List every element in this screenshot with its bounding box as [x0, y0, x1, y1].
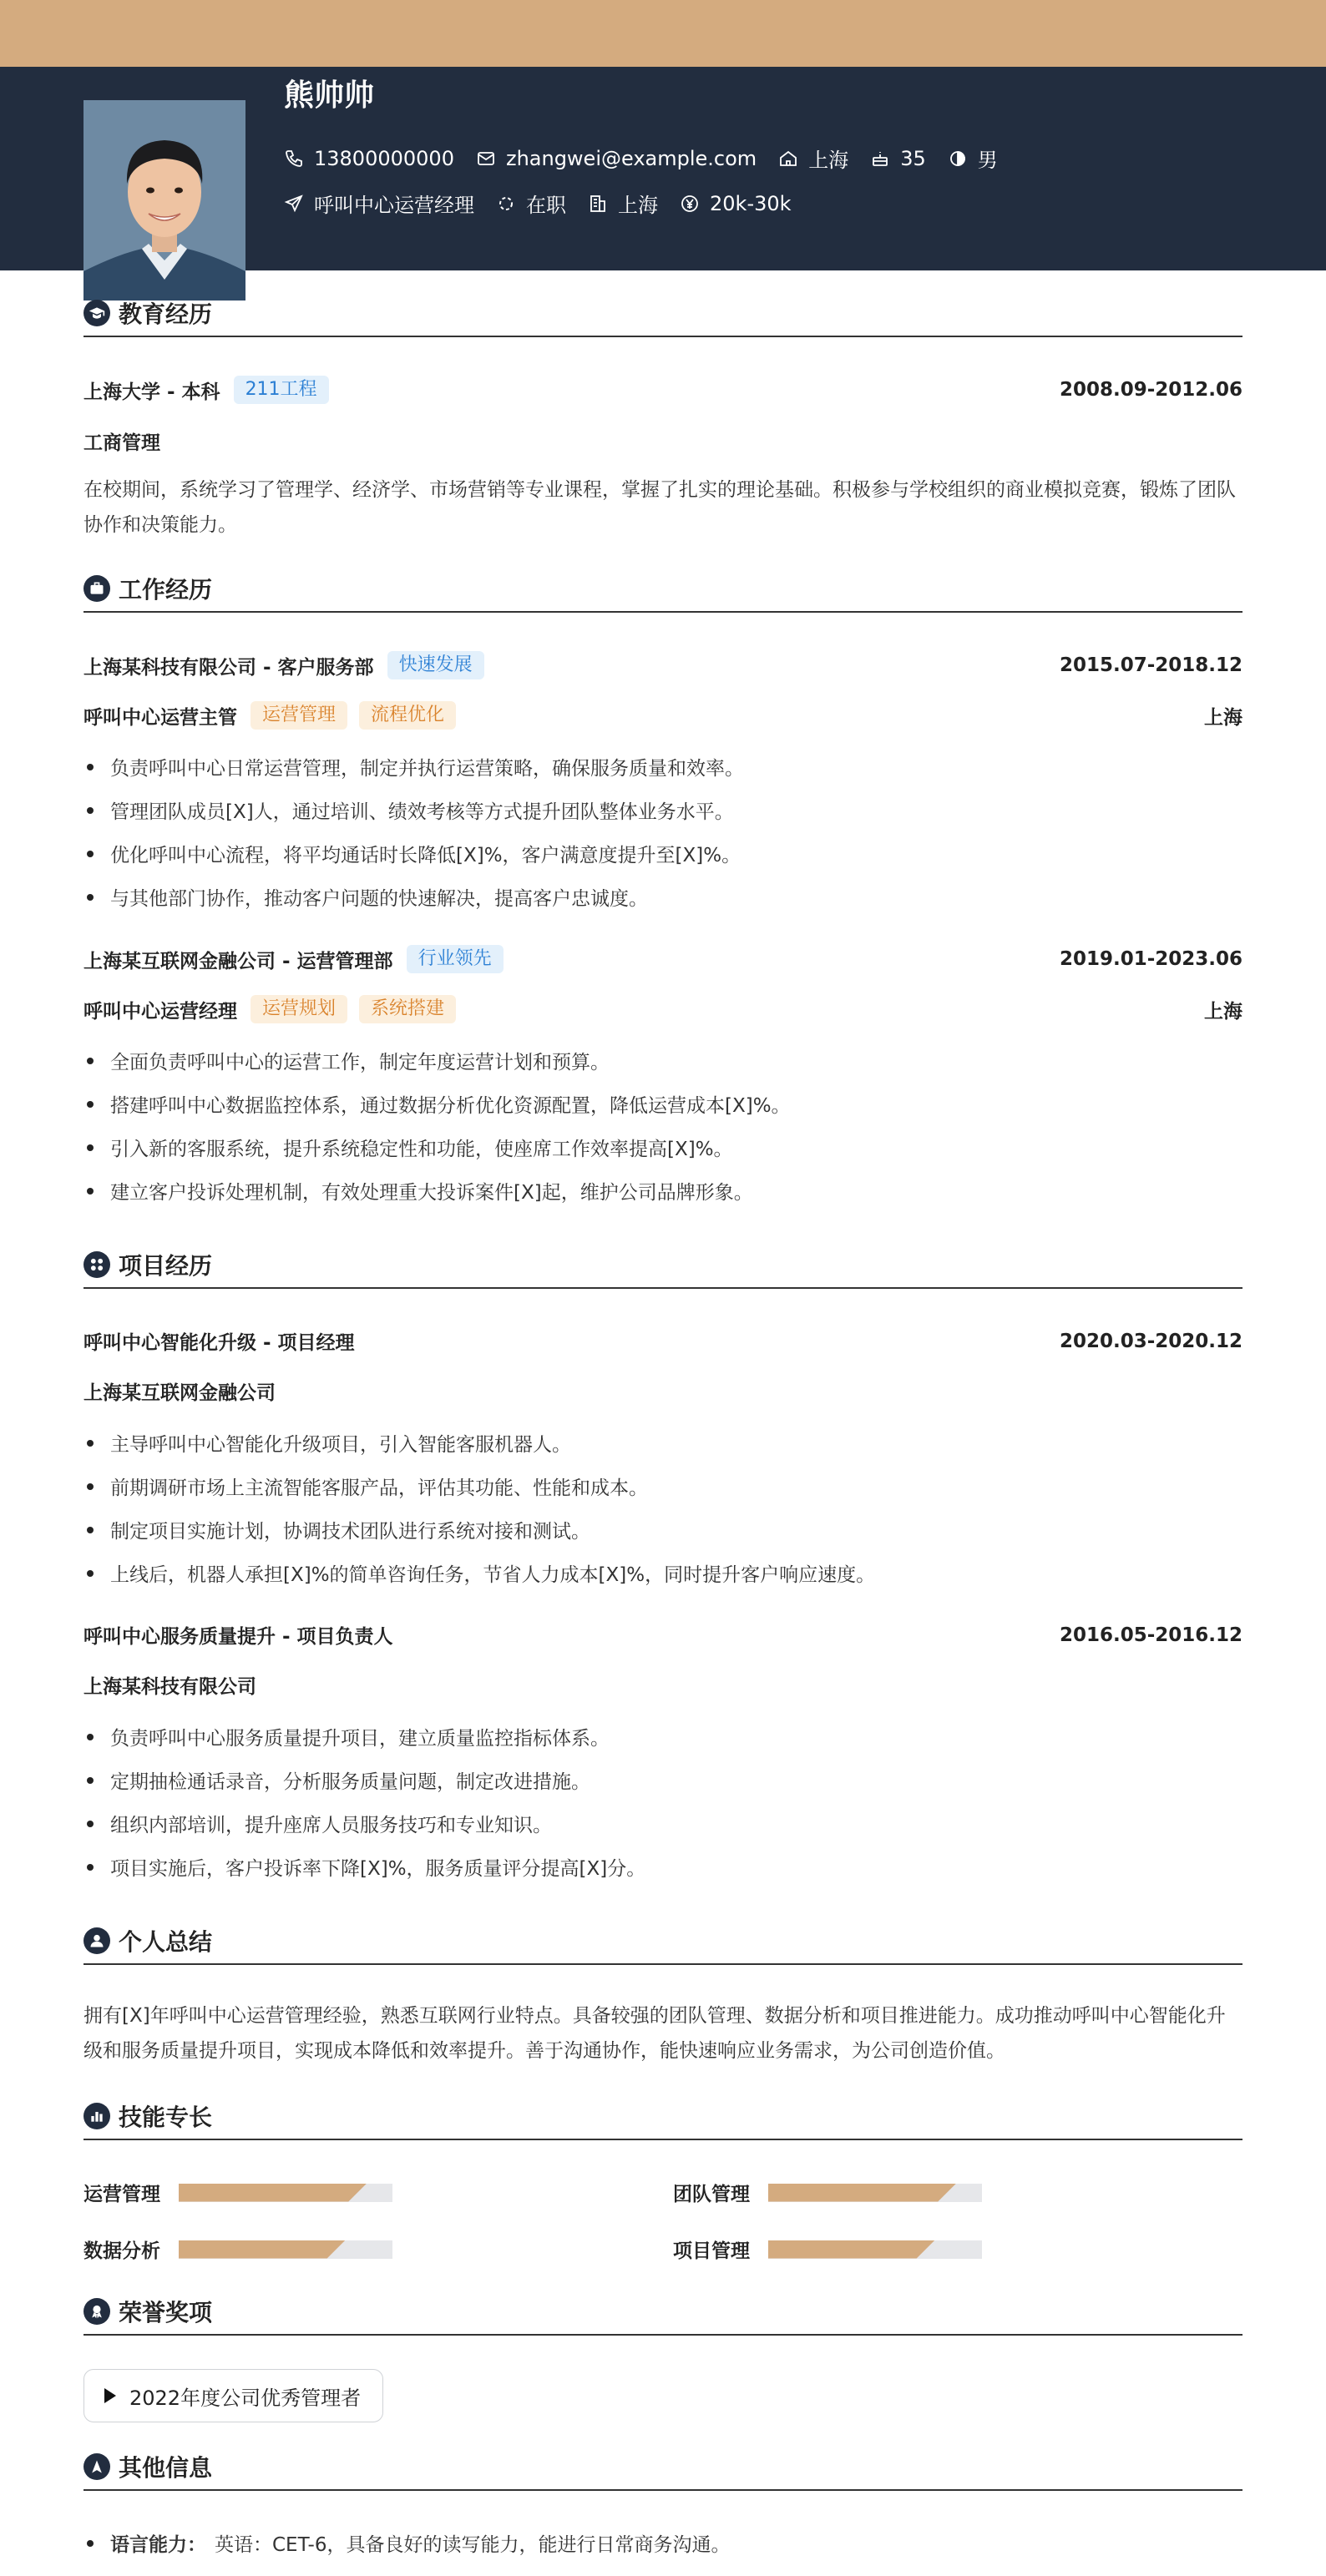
skill-bar-fill — [768, 2184, 956, 2202]
list-item-text: 前期调研市场上主流智能客服产品，评估其功能、性能和成本。 — [110, 1477, 648, 1499]
list-item — [84, 1472, 1242, 1500]
section-summary — [84, 1925, 1242, 1965]
list-item-text: 组织内部培训，提升座席人员服务技巧和专业知识。 — [110, 1815, 552, 1836]
bar-chart-icon — [84, 2103, 110, 2129]
list-item-text: 定期抽检通话录音，分析服务质量问题，制定改进措施。 — [110, 1771, 590, 1793]
list-item — [84, 1177, 1242, 1205]
list-item-text: 与其他部门协作，推动客户问题的快速解决，提高客户忠诚度。 — [110, 888, 648, 910]
skill-bar-fill — [768, 2240, 935, 2259]
list-item — [84, 883, 1242, 911]
section-title-text: 荣誉奖项 — [119, 2299, 213, 2326]
project-period: 2020.03-2020.12 — [1059, 1330, 1242, 1352]
company-tag: 行业领先 — [407, 945, 504, 973]
phone-info — [284, 147, 454, 170]
header-accent-bar — [0, 0, 1326, 67]
honor-item[interactable] — [84, 2369, 383, 2422]
list-item — [84, 1516, 1242, 1543]
list-item — [84, 1853, 1242, 1881]
section-title-text: 个人总结 — [119, 1928, 213, 1956]
building-icon — [588, 194, 608, 214]
project-item-header — [84, 1621, 1242, 1649]
job-title: 呼叫中心运营主管 — [84, 706, 237, 729]
contact-row — [284, 144, 1020, 173]
skill-bar — [768, 2240, 982, 2259]
work-role-row — [84, 995, 1242, 1023]
work-city: 上海 — [1204, 1000, 1242, 1023]
list-item-text: 引入新的客服系统，提升系统稳定性和功能，使座席工作效率提高[X]%。 — [110, 1139, 733, 1160]
location-info — [778, 144, 848, 173]
profile-header — [0, 67, 1326, 270]
status-text: 在职 — [526, 194, 566, 217]
user-icon — [84, 1927, 110, 1954]
skill-bar — [179, 2240, 392, 2259]
section-work — [84, 573, 1242, 613]
work-item-header — [84, 651, 1242, 679]
skill-tag: 系统搭建 — [359, 995, 456, 1023]
target-city-info — [588, 189, 658, 218]
skill-name: 团队管理 — [673, 2184, 750, 2205]
graduation-cap-icon — [84, 300, 110, 326]
gender-text: 男 — [977, 149, 998, 172]
skill-tag: 运营规划 — [251, 995, 347, 1023]
work-item-header — [84, 945, 1242, 973]
list-item-text: 全面负责呼叫中心的运营工作，制定年度运营计划和预算。 — [110, 1052, 610, 1073]
age-text: 35 — [900, 146, 926, 170]
gender-icon — [948, 149, 968, 169]
education-header — [84, 376, 1242, 404]
list-item — [84, 1766, 1242, 1794]
skill-bar-fill — [179, 2240, 346, 2259]
section-education — [84, 297, 1242, 337]
skill-name: 运营管理 — [84, 2184, 160, 2205]
avatar-illustration — [84, 100, 245, 301]
section-honors — [84, 2296, 1242, 2336]
list-item — [84, 753, 1242, 780]
list-item-text: 项目实施后，客户投诉率下降[X]%，服务质量评分提高[X]分。 — [110, 1858, 646, 1880]
skill-tag: 运营管理 — [251, 701, 347, 730]
award-icon — [84, 2298, 110, 2325]
skill-bar — [179, 2184, 392, 2202]
list-item-text: 搭建呼叫中心数据监控体系，通过数据分析优化资源配置，降低运营成本[X]%。 — [110, 1095, 791, 1117]
list-item-text: 管理团队成员[X]人，通过培训、绩效考核等方式提升团队整体业务水平。 — [110, 801, 734, 823]
project-item-header — [84, 1327, 1242, 1355]
yen-icon — [680, 194, 700, 214]
profile-photo — [84, 100, 245, 301]
target-city-text: 上海 — [618, 194, 658, 217]
company-name: 上海某科技有限公司 - 客户服务部 — [84, 656, 374, 679]
list-item — [84, 1047, 1242, 1074]
skill-bar-fill — [179, 2184, 367, 2202]
list-item — [84, 1134, 1242, 1161]
candidate-name: 熊帅帅 — [284, 78, 375, 113]
email-text: zhangwei@example.com — [505, 146, 757, 170]
briefcase-icon — [84, 575, 110, 602]
project-name: 呼叫中心服务质量提升 - 项目负责人 — [84, 1626, 393, 1648]
other-value: 英语：CET-6，具备良好的读写能力，能进行日常商务沟通。 — [215, 2534, 731, 2556]
list-item — [84, 1810, 1242, 1837]
list-item — [84, 1559, 1242, 1587]
section-title-text: 技能专长 — [119, 2104, 213, 2131]
major: 工商管理 — [84, 432, 160, 454]
target-job-text: 呼叫中心运营经理 — [314, 194, 474, 217]
mail-icon — [476, 149, 496, 169]
section-title-text: 教育经历 — [119, 301, 213, 328]
school-name: 上海大学 - 本科 — [84, 381, 220, 403]
project-org: 上海某互联网金融公司 — [84, 1382, 276, 1404]
email-info — [476, 147, 757, 170]
project-org-row — [84, 1671, 1242, 1699]
gender-info — [948, 144, 998, 173]
section-other — [84, 2451, 1242, 2491]
project-org-row — [84, 1377, 1242, 1405]
compass-icon — [84, 2453, 110, 2480]
list-item — [84, 840, 1242, 867]
school-tag: 211工程 — [234, 376, 329, 404]
target-job-info — [284, 189, 474, 218]
section-title-text: 其他信息 — [119, 2454, 213, 2482]
job-intent-row — [284, 189, 813, 218]
salary-info — [680, 192, 792, 215]
summary-text: 拥有[X]年呼叫中心运营管理经验，熟悉互联网行业特点。具备较强的团队管理、数据分析和项目推进能力。成功推动呼叫中心智能化升级和服务质量提升项目，实现成本降低和效率提升。善于沟通协作，能快速响应业务需求，为公司创造价值。 — [84, 2005, 1226, 2062]
company-name: 上海某互联网金融公司 - 运营管理部 — [84, 950, 393, 972]
list-item-text: 负责呼叫中心日常运营管理，制定并执行运营策略，确保服务质量和效率。 — [110, 758, 744, 780]
send-icon — [284, 194, 304, 214]
honor-text: 2022年度公司优秀管理者 — [129, 2386, 362, 2410]
education-period: 2008.09-2012.06 — [1059, 379, 1242, 401]
work-period: 2019.01-2023.06 — [1059, 948, 1242, 970]
list-item — [84, 1723, 1242, 1750]
cake-icon — [870, 149, 890, 169]
work-role-row — [84, 701, 1242, 730]
list-item-text: 负责呼叫中心服务质量提升项目，建立质量监控指标体系。 — [110, 1728, 610, 1750]
work-city: 上海 — [1204, 706, 1242, 729]
list-item — [84, 1429, 1242, 1457]
home-icon — [778, 149, 798, 169]
skill-item — [673, 2235, 982, 2263]
education-description: 在校期间，系统学习了管理学、经济学、市场营销等专业课程，掌握了扎实的理论基础。积极参与学校组织的商业模拟竞赛，锻炼了团队协作和决策能力。 — [84, 479, 1236, 536]
list-item-text: 优化呼叫中心流程，将平均通话时长降低[X]%，客户满意度提升至[X]%。 — [110, 845, 741, 866]
list-item-text: 制定项目实施计划，协调技术团队进行系统对接和测试。 — [110, 1521, 590, 1543]
skill-item — [84, 2179, 392, 2206]
project-period: 2016.05-2016.12 — [1059, 1624, 1242, 1646]
skill-name: 项目管理 — [673, 2240, 750, 2262]
skill-item — [84, 2235, 392, 2263]
list-item — [84, 796, 1242, 824]
skill-item — [673, 2179, 982, 2206]
education-major-row — [84, 427, 1242, 455]
section-title-text: 工作经历 — [119, 576, 213, 604]
status-info — [496, 189, 566, 218]
section-skills — [84, 2100, 1242, 2140]
phone-text: 13800000000 — [314, 146, 454, 170]
caret-right-icon — [104, 2388, 116, 2403]
section-projects — [84, 1249, 1242, 1289]
skill-name: 数据分析 — [84, 2240, 160, 2262]
location-text: 上海 — [808, 149, 849, 172]
salary-text: 20k-30k — [710, 191, 792, 215]
list-item-text: 建立客户投诉处理机制，有效处理重大投诉案件[X]起，维护公司品牌形象。 — [110, 1182, 753, 1204]
grid-icon — [84, 1251, 110, 1278]
list-item — [84, 2529, 1242, 2557]
company-tag: 快速发展 — [387, 651, 484, 679]
age-info — [870, 147, 926, 170]
list-item-text: 主导呼叫中心智能化升级项目，引入智能客服机器人。 — [110, 1434, 571, 1456]
project-org: 上海某科技有限公司 — [84, 1676, 256, 1698]
section-title-text: 项目经历 — [119, 1252, 213, 1280]
skill-tag: 流程优化 — [359, 701, 456, 730]
list-item-text: 上线后，机器人承担[X]%的简单咨询任务，节省人力成本[X]%，同时提升客户响应速度。 — [110, 1564, 876, 1586]
job-title: 呼叫中心运营经理 — [84, 1000, 237, 1023]
other-label: 语言能力： — [110, 2534, 206, 2556]
status-icon — [496, 194, 516, 214]
work-period: 2015.07-2018.12 — [1059, 654, 1242, 676]
project-name: 呼叫中心智能化升级 - 项目经理 — [84, 1332, 355, 1354]
skill-bar — [768, 2184, 982, 2202]
phone-icon — [284, 149, 304, 169]
list-item — [84, 1090, 1242, 1118]
